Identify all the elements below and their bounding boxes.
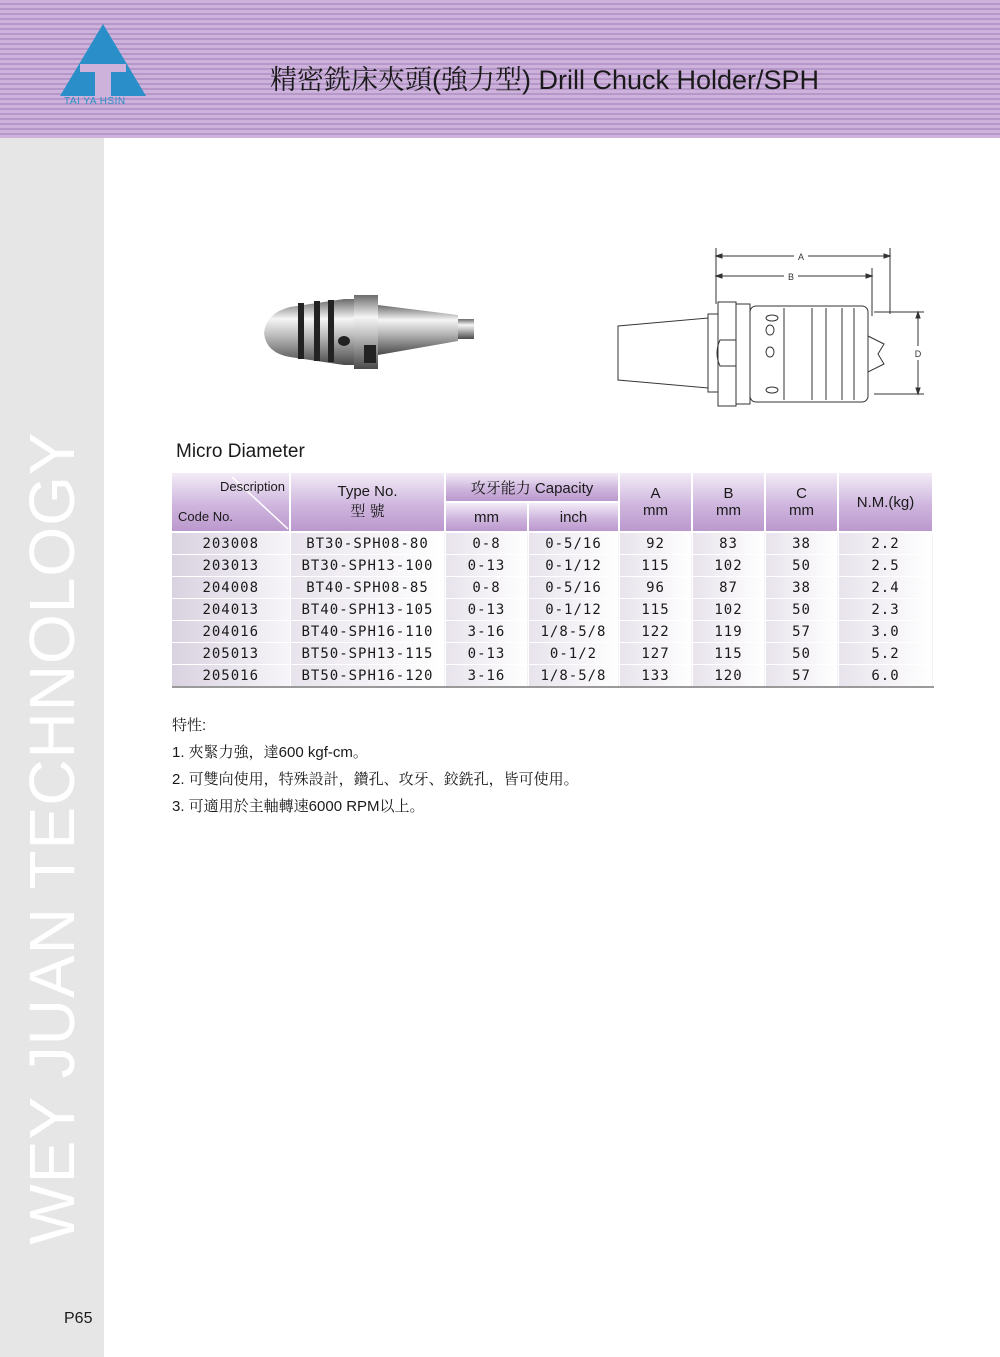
header-capacity-mm: mm <box>445 502 528 532</box>
feature-item: 1. 夾緊力強，達600 kgf-cm。 <box>172 744 368 761</box>
cell-inch: 1/8-5/8 <box>528 665 619 688</box>
header-type-no-en: Type No. <box>337 483 398 500</box>
sidebar-vertical-text: WEY JUAN TECHNOLOGY <box>16 431 88 1245</box>
cell-a: 133 <box>619 665 692 688</box>
cell-b: 102 <box>692 555 765 577</box>
cell-type: BT30-SPH13-100 <box>290 555 445 577</box>
header-b-unit: mm <box>716 502 741 519</box>
page-title: 精密銑床夾頭(強力型) Drill Chuck Holder/SPH <box>270 65 820 95</box>
cell-code: 204013 <box>172 599 290 621</box>
table-row <box>172 621 933 643</box>
cell-a: 92 <box>619 532 692 555</box>
cell-mm: 0-8 <box>445 577 528 599</box>
cell-a: 115 <box>619 555 692 577</box>
header-a-label: A <box>650 485 661 502</box>
header-c <box>765 473 838 532</box>
cell-nm: 2.3 <box>838 599 933 621</box>
cell-mm: 3-16 <box>445 665 528 688</box>
cell-mm: 0-13 <box>445 555 528 577</box>
table-row <box>172 532 933 555</box>
dimension-label-b: B <box>787 272 795 282</box>
cell-code: 203008 <box>172 532 290 555</box>
logo-text: TAI YA HSIN <box>64 96 126 107</box>
section-title: Micro Diameter <box>176 441 305 462</box>
cell-c: 57 <box>765 665 838 688</box>
cell-nm: 2.2 <box>838 532 933 555</box>
cell-b: 87 <box>692 577 765 599</box>
dimension-label-a: A <box>797 252 805 262</box>
cell-c: 38 <box>765 577 838 599</box>
cell-a: 96 <box>619 577 692 599</box>
header-c-unit: mm <box>789 502 814 519</box>
header-b-label: B <box>723 485 734 502</box>
cell-c: 38 <box>765 532 838 555</box>
cell-c: 50 <box>765 599 838 621</box>
header-type-no <box>290 473 445 532</box>
cell-code: 204016 <box>172 621 290 643</box>
cell-nm: 6.0 <box>838 665 933 688</box>
features-section <box>172 712 579 820</box>
cell-b: 119 <box>692 621 765 643</box>
cell-type: BT50-SPH13-115 <box>290 643 445 665</box>
cell-inch: 0-5/16 <box>528 577 619 599</box>
sidebar <box>0 138 104 1357</box>
cell-c: 57 <box>765 621 838 643</box>
cell-nm: 2.5 <box>838 555 933 577</box>
cell-a: 122 <box>619 621 692 643</box>
cell-nm: 3.0 <box>838 621 933 643</box>
cell-inch: 1/8-5/8 <box>528 621 619 643</box>
product-photo <box>262 285 477 375</box>
cell-b: 83 <box>692 532 765 555</box>
page-number: P65 <box>64 1310 93 1327</box>
header-a-unit: mm <box>643 502 668 519</box>
header-a <box>619 473 692 532</box>
cell-code: 203013 <box>172 555 290 577</box>
table-row <box>172 555 933 577</box>
header-b <box>692 473 765 532</box>
feature-item: 2. 可雙向使用，特殊設計，鑽孔、攻牙、鉸銑孔，皆可使用。 <box>172 771 579 788</box>
cell-inch: 0-1/12 <box>528 555 619 577</box>
cell-nm: 2.4 <box>838 577 933 599</box>
cell-mm: 0-13 <box>445 599 528 621</box>
features-heading: 特性: <box>172 717 207 734</box>
dimension-label-d: D <box>914 349 922 359</box>
table-row <box>172 599 933 621</box>
cell-c: 50 <box>765 555 838 577</box>
cell-inch: 0-5/16 <box>528 532 619 555</box>
header-description: Description <box>219 479 285 494</box>
header-type-no-cn: 型 號 <box>350 503 385 520</box>
cell-type: BT50-SPH16-120 <box>290 665 445 688</box>
cell-mm: 3-16 <box>445 621 528 643</box>
table-row <box>172 643 933 665</box>
header-capacity: 攻牙能力 Capacity <box>445 473 619 502</box>
cell-inch: 0-1/2 <box>528 643 619 665</box>
cell-a: 115 <box>619 599 692 621</box>
cell-type: BT30-SPH08-80 <box>290 532 445 555</box>
technical-drawing <box>612 244 932 408</box>
table-row <box>172 577 933 599</box>
cell-type: BT40-SPH13-105 <box>290 599 445 621</box>
cell-code: 205013 <box>172 643 290 665</box>
cell-a: 127 <box>619 643 692 665</box>
header-c-label: C <box>796 485 807 502</box>
cell-mm: 0-13 <box>445 643 528 665</box>
cell-c: 50 <box>765 643 838 665</box>
table-row <box>172 665 933 688</box>
header-description-code <box>172 473 290 532</box>
cell-code: 205016 <box>172 665 290 688</box>
feature-item: 3. 可適用於主軸轉速6000 RPM以上。 <box>172 798 425 815</box>
cell-type: BT40-SPH08-85 <box>290 577 445 599</box>
spec-table <box>172 473 934 688</box>
header-nm: N.M.(kg) <box>838 473 933 532</box>
cell-nm: 5.2 <box>838 643 933 665</box>
cell-b: 115 <box>692 643 765 665</box>
cell-b: 102 <box>692 599 765 621</box>
header-capacity-inch: inch <box>528 502 619 532</box>
cell-type: BT40-SPH16-110 <box>290 621 445 643</box>
cell-b: 120 <box>692 665 765 688</box>
header-code-no: Code No. <box>178 509 233 524</box>
header-band <box>0 0 1000 138</box>
cell-code: 204008 <box>172 577 290 599</box>
cell-inch: 0-1/12 <box>528 599 619 621</box>
cell-mm: 0-8 <box>445 532 528 555</box>
